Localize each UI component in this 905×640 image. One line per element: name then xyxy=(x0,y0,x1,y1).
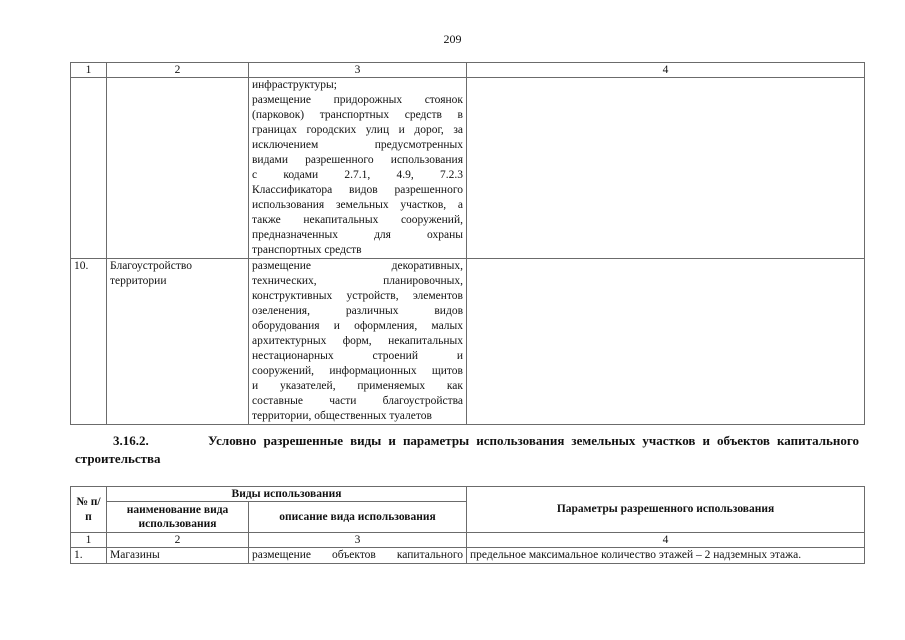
use-name-cell xyxy=(107,78,249,259)
table-row xyxy=(71,548,865,564)
description-line: границах городских улиц и дорог, за xyxy=(252,124,463,136)
description-line: нестационарных строений и xyxy=(252,350,463,362)
col-number: 3 xyxy=(249,533,467,548)
col-number: 1 xyxy=(71,533,107,548)
description-line: сооружений, информационных щитов xyxy=(252,365,463,377)
conditional-use-table xyxy=(70,486,865,564)
description-line: также некапитальных сооружений, xyxy=(252,214,463,226)
use-description-cell xyxy=(249,78,467,259)
header-params: Параметры разрешенного использования xyxy=(467,487,865,533)
description-line: размещение декоративных, xyxy=(252,260,463,272)
page-number: 209 xyxy=(443,32,462,46)
column-number-row xyxy=(71,63,865,78)
header-use-types: Виды использования xyxy=(107,487,467,502)
description-line: конструктивных устройств, элементов xyxy=(252,290,463,302)
col-number: 4 xyxy=(467,533,865,548)
description-line: размещение придорожных стоянок xyxy=(252,94,463,106)
description-line: озеленения, различных видов xyxy=(252,305,463,317)
description-line: инфраструктуры; xyxy=(252,79,337,91)
description-line: с кодами 2.7.1, 4.9, 7.2.3 xyxy=(252,169,463,181)
use-name-cell: Благоустройство территории xyxy=(107,259,249,425)
description-line: технических, планировочных, xyxy=(252,275,463,287)
description-line: (парковок) транспортных средств в xyxy=(252,109,463,121)
description-line: архитектурных форм, некапитальных xyxy=(252,335,463,347)
use-name-cell: Магазины xyxy=(107,548,249,564)
col-number: 4 xyxy=(467,63,865,78)
use-description-cell: размещение объектов капитального xyxy=(249,548,467,564)
column-number-row xyxy=(71,533,865,548)
description-line: оборудования и оформления, малых xyxy=(252,320,463,332)
header-use-description: описание вида использования xyxy=(249,502,467,533)
use-description-cell xyxy=(249,259,467,425)
params-cell xyxy=(467,78,865,259)
row-number-cell xyxy=(71,78,107,259)
description-line: исключением предусмотренных xyxy=(252,139,463,151)
row-number-cell: 1. xyxy=(71,548,107,564)
description-line: использования земельных участков, а xyxy=(252,199,463,211)
description-line: предназначенных для охраны xyxy=(252,229,463,241)
table-row xyxy=(71,78,865,259)
section-heading xyxy=(75,432,859,468)
header-number: № п/п xyxy=(71,487,107,533)
description-line: территории, общественных туалетов xyxy=(252,410,432,422)
header-use-name: наименование вида использования xyxy=(107,502,249,533)
description-line: видами разрешенного использования xyxy=(252,154,463,166)
description-line: составные части благоустройства xyxy=(252,395,463,407)
land-use-table-main xyxy=(70,62,865,425)
section-title: Условно разрешенные виды и параметры использования земельных участков и объектов капитального строительства xyxy=(75,433,859,466)
description-line: транспортных средств xyxy=(252,244,362,256)
description-line: Классификатора видов разрешенного xyxy=(252,184,463,196)
params-cell: предельное максимальное количество этажей – 2 надземных этажа. xyxy=(467,548,865,564)
header-row xyxy=(71,487,865,502)
table-row xyxy=(71,259,865,425)
description-line: и указателей, применяемых как xyxy=(252,380,463,392)
params-cell xyxy=(467,259,865,425)
section-number: 3.16.2. xyxy=(113,433,149,448)
col-number: 2 xyxy=(107,63,249,78)
row-number-cell: 10. xyxy=(71,259,107,425)
col-number: 1 xyxy=(71,63,107,78)
col-number: 2 xyxy=(107,533,249,548)
col-number: 3 xyxy=(249,63,467,78)
